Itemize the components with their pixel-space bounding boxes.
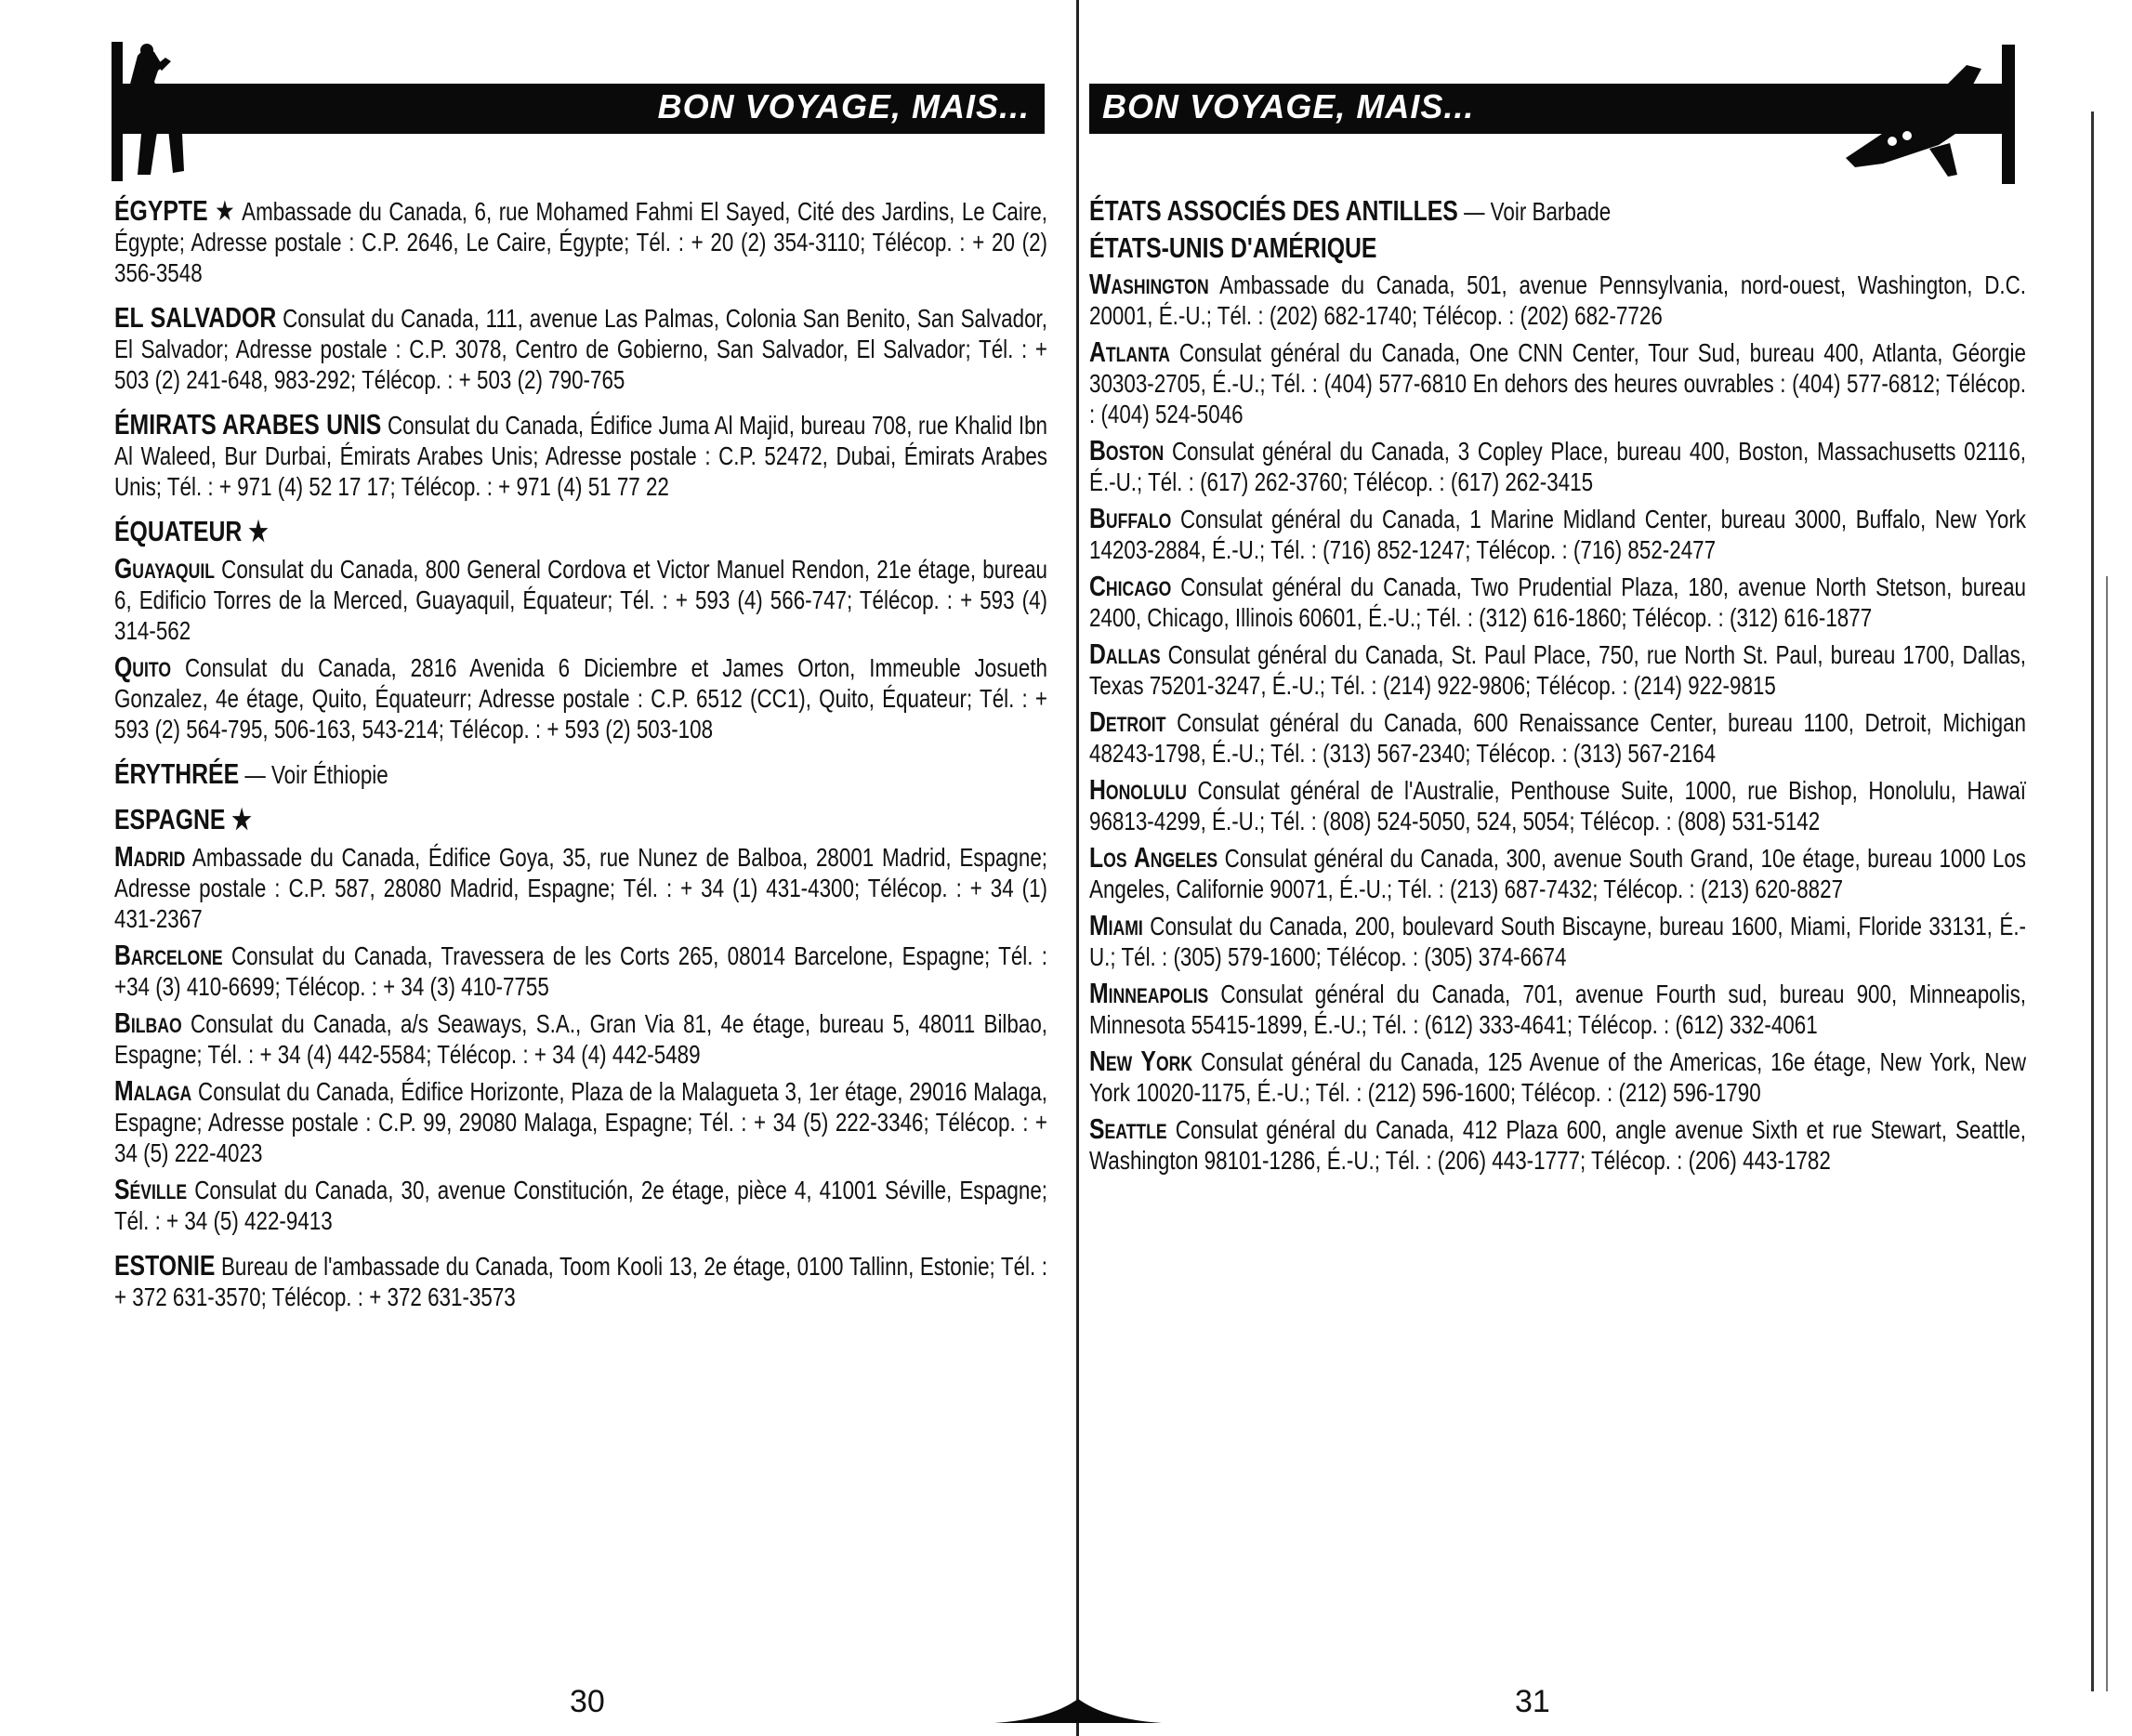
city-heading: Dallas — [1089, 638, 1161, 670]
page-number: 30 — [570, 1684, 605, 1719]
entry-text: Bureau de l'ambassade du Canada, Toom Kooli 13, 2e étage, 0100 Tallinn, Estonie; Tél. : + 372 631-3570; Télécop. : + 372 631-3573 — [114, 1252, 1047, 1311]
entry-text: Consulat du Canada, 30, avenue Constitución, 2e étage, pièce 4, 41001 Séville, Espagne; Tél. : + 34 (5) 422-9413 — [114, 1176, 1048, 1235]
entry-text: Consulat du Canada, 800 General Cordova et Victor Manuel Rendon, 21e étage, bureau 6, Edificio Torres de la Merced, Guayaquil, Équateur; Tél. : + 593 (4) 566-747; Télécop. : + 593 (4) 314-562 — [114, 555, 1047, 645]
entry-text: Consulat du Canada, Édifice Horizonte, Plaza de la Malagueta 3, 1er étage, 29016 Malaga, Espagne; Adresse postale : C.P. 99, 29080 Malaga, Espagne; Tél. : + 34 (5) 222-3346; Télécop. : + 34 (5) 222-4023 — [114, 1077, 1048, 1167]
left-banner-underline — [112, 130, 1045, 134]
entry-text: Consulat du Canada, 200, boulevard South Biscayne, bureau 1600, Miami, Floride 33131, É.-U.; Tél. : (305) 579-1600; Télécop. : (305) 374-6674 — [1089, 912, 2027, 971]
city-heading: New York — [1089, 1045, 1193, 1077]
entry-detroit — [1089, 706, 2026, 769]
entry-boston — [1089, 435, 2026, 497]
page-banner-left — [112, 84, 1045, 130]
city-heading: Madrid — [114, 840, 186, 873]
country-heading: ÉRYTHRÉE — [114, 757, 240, 790]
banner-title: BON VOYAGE, MAIS... — [657, 87, 1030, 125]
city-heading: Washington — [1089, 268, 1209, 300]
entry-estonie — [114, 1250, 1047, 1312]
city-heading: Barcelone — [114, 939, 223, 971]
entry-text: Consulat général du Canada, 600 Renaissance Center, bureau 1100, Detroit, Michigan 48243-1798, É.-U.; Tél. : (313) 567-2340; Télécop. : (313) 567-2164 — [1089, 708, 2026, 768]
entry-dallas — [1089, 638, 2026, 701]
entry-washington — [1089, 269, 2026, 331]
entry-seville — [114, 1174, 1047, 1236]
right-page-edge-inner — [2106, 576, 2108, 1691]
entry-text: — Voir Éthiopie — [244, 760, 388, 789]
entry-egypte — [114, 195, 1047, 288]
entry-madrid — [114, 841, 1047, 934]
entry-los-angeles — [1089, 842, 2026, 904]
section-equateur — [114, 516, 1047, 547]
city-heading: Honolulu — [1089, 773, 1187, 806]
entry-text: Ambassade du Canada, 501, avenue Pennsylvania, nord-ouest, Washington, D.C. 20001, É.-U.; Tél. : (202) 682-1740; Télécop. : (202) 682-7726 — [1089, 270, 2027, 330]
entry-text: Ambassade du Canada, 6, rue Mohamed Fahmi El Sayed, Cité des Jardins, Le Caire, Égypte; Adresse postale : C.P. 2646, Le Caire, Égypte; Tél. : + 20 (2) 354-3110; Télécop. : + 20 (2) 356-3548 — [114, 197, 1048, 287]
city-heading: Quito — [114, 651, 172, 683]
city-heading: Bilbao — [114, 1006, 182, 1039]
left-column — [114, 195, 1047, 1326]
entry-text: Consulat général du Canada, 1 Marine Midland Center, bureau 3000, Buffalo, New York 14203-2884, É.-U.; Tél. : (716) 852-1247; Télécop. : (716) 852-2477 — [1089, 505, 2026, 564]
city-heading: Miami — [1089, 909, 1143, 941]
entry-text: Consulat du Canada, Édifice Juma Al Majid, bureau 708, rue Khalid Ibn Al Waleed, Bur Durbai, Émirats Arabes Unis; Adresse postale : C.P. 52472, Dubai, Émirats Arabes Unis; Tél. : + 971 (4) 52 17 17; Télécop. : + 971 (4) 51 77 22 — [114, 411, 1048, 501]
country-heading: ÉMIRATS ARABES UNIS — [114, 408, 382, 441]
entry-text: Consulat général du Canada, One CNN Center, Tour Sud, bureau 400, Atlanta, Géorgie 30303-2705, É.-U.; Tél. : (404) 577-6810 En dehors des heures ouvrables : (404) 577-6812; Télécop. : (404) 524-5046 — [1089, 338, 2026, 428]
city-heading: Chicago — [1089, 570, 1172, 602]
entry-text: Consulat général du Canada, 701, avenue Fourth sud, bureau 900, Minneapolis, Minnesota 55415-1899, É.-U.; Tél. : (612) 333-4641; Télécop. : (612) 332-4061 — [1089, 980, 2026, 1039]
section-usa — [1089, 232, 2026, 263]
city-heading: Seattle — [1089, 1112, 1167, 1145]
star-icon: ★ — [231, 805, 252, 835]
entry-miami — [1089, 910, 2026, 972]
entry-honolulu — [1089, 774, 2026, 836]
city-heading: Minneapolis — [1089, 977, 1209, 1009]
entry-text: Consulat du Canada, a/s Seaways, S.A., Gran Via 81, 4e étage, bureau 5, 48011 Bilbao, Espagne; Tél. : + 34 (4) 442-5584; Télécop. : + 34 (4) 442-5489 — [114, 1009, 1048, 1069]
right-column — [1089, 195, 2026, 1181]
city-heading: Boston — [1089, 434, 1165, 467]
entry-erythree — [114, 758, 1047, 790]
city-heading: Buffalo — [1089, 502, 1172, 534]
page-number: 31 — [1515, 1684, 1550, 1719]
airplane-icon — [1836, 56, 2022, 186]
star-icon: ★ — [215, 196, 236, 227]
banner-title: BON VOYAGE, MAIS... — [1102, 87, 1475, 125]
entry-text: — Voir Barbade — [1464, 197, 1612, 226]
entry-chicago — [1089, 571, 2026, 633]
country-heading: ÉGYPTE — [114, 194, 208, 227]
entry-seattle — [1089, 1113, 2026, 1176]
city-heading: Atlanta — [1089, 335, 1170, 368]
entry-new-york — [1089, 1046, 2026, 1108]
ornament-icon — [985, 1691, 1171, 1729]
entry-text: Consulat général du Canada, St. Paul Place, 750, rue North St. Paul, bureau 1700, Dallas, Texas 75201-3247, É.-U.; Tél. : (214) 922-9806; Télécop. : (214) 922-9815 — [1089, 640, 2026, 700]
city-heading: Malaga — [114, 1074, 192, 1107]
entry-malaga — [114, 1075, 1047, 1168]
entry-bilbao — [114, 1007, 1047, 1070]
country-heading: ESPAGNE — [114, 803, 226, 835]
entry-antilles — [1089, 195, 2026, 227]
entry-text: Consulat général du Canada, 3 Copley Place, bureau 400, Boston, Massachusetts 02116, É.-U.; Tél. : (617) 262-3760; Télécop. : (617) 262-3415 — [1089, 437, 2027, 496]
entry-buffalo — [1089, 503, 2026, 565]
star-icon: ★ — [248, 517, 269, 547]
city-heading: Detroit — [1089, 705, 1166, 738]
entry-minneapolis — [1089, 978, 2026, 1040]
city-heading: Séville — [114, 1173, 188, 1205]
right-page-edge — [2091, 112, 2094, 1691]
entry-guayaquil — [114, 553, 1047, 646]
entry-text: Ambassade du Canada, Édifice Goya, 35, rue Nunez de Balboa, 28001 Madrid, Espagne; Adresse postale : C.P. 587, 28080 Madrid, Espagne; Tél. : + 34 (1) 431-4300; Télécop. : + 34 (1) 431-2367 — [114, 843, 1048, 933]
entry-text: Consulat général du Canada, 412 Plaza 600, angle avenue Sixth et rue Stewart, Seattle, Washington 98101-1286, É.-U.; Tél. : (206) 443-1777; Télécop. : (206) 443-1782 — [1089, 1115, 2027, 1175]
entry-quito — [114, 651, 1047, 744]
entry-text: Consulat du Canada, 2816 Avenida 6 Diciembre et James Orton, Immeuble Josueth Gonzalez, 4e étage, Quito, Équateurr; Adresse postale : C.P. 6512 (CC1), Quito, Équateur; Tél. : + 593 (2) 564-795, 506-163, 543-214; Télécop. : + 593 (2) 503-108 — [114, 653, 1048, 743]
entry-text: Consulat du Canada, Travessera de les Corts 265, 08014 Barcelone, Espagne; Tél. : +34 (3) 410-6699; Télécop. : + 34 (3) 410-7755 — [114, 941, 1048, 1001]
country-heading: EL SALVADOR — [114, 301, 277, 334]
country-heading: ESTONIE — [114, 1249, 216, 1282]
entry-atlanta — [1089, 336, 2026, 429]
country-heading: ÉTATS ASSOCIÉS DES ANTILLES — [1089, 194, 1458, 227]
entry-barcelone — [114, 940, 1047, 1002]
section-espagne — [114, 804, 1047, 835]
city-heading: Guayaquil — [114, 552, 215, 585]
entry-text: Consulat du Canada, 111, avenue Las Palmas, Colonia San Benito, San Salvador, El Salvador; Adresse postale : C.P. 3078, Centro de Gobierno, San Salvador, El Salvador; Tél. : + 503 (2) 241-648, 983-292; Télécop. : + 503 (2) 790-765 — [114, 304, 1047, 394]
entry-text: Consulat général du Canada, 300, avenue South Grand, 10e étage, bureau 1000 Los Angeles, Californie 90071, É.-U.; Tél. : (213) 687-7432; Télécop. : (213) 620-8827 — [1089, 844, 2027, 903]
entry-text: Consulat général du Canada, 125 Avenue of the Americas, 16e étage, New York, New York 10020-1175, É.-U.; Tél. : (212) 596-1600; Télécop. : (212) 596-1790 — [1089, 1047, 2027, 1107]
entry-text: Consulat général de l'Australie, Penthouse Suite, 1000, rue Bishop, Honolulu, Hawaï 96813-4299, É.-U.; Tél. : (808) 524-5050, 524, 5054; Télécop. : (808) 531-5142 — [1089, 776, 2026, 835]
entry-text: Consulat général du Canada, Two Prudential Plaza, 180, avenue North Stetson, bureau 2400, Chicago, Illinois 60601, É.-U.; Tél. : (312) 616-1860; Télécop. : (312) 616-1877 — [1089, 572, 2027, 632]
entry-emirats — [114, 409, 1047, 502]
entry-el-salvador — [114, 302, 1047, 395]
city-heading: Los Angeles — [1089, 841, 1218, 874]
country-heading: ÉQUATEUR — [114, 515, 243, 547]
country-heading: ÉTATS-UNIS D'AMÉRIQUE — [1089, 231, 1377, 264]
